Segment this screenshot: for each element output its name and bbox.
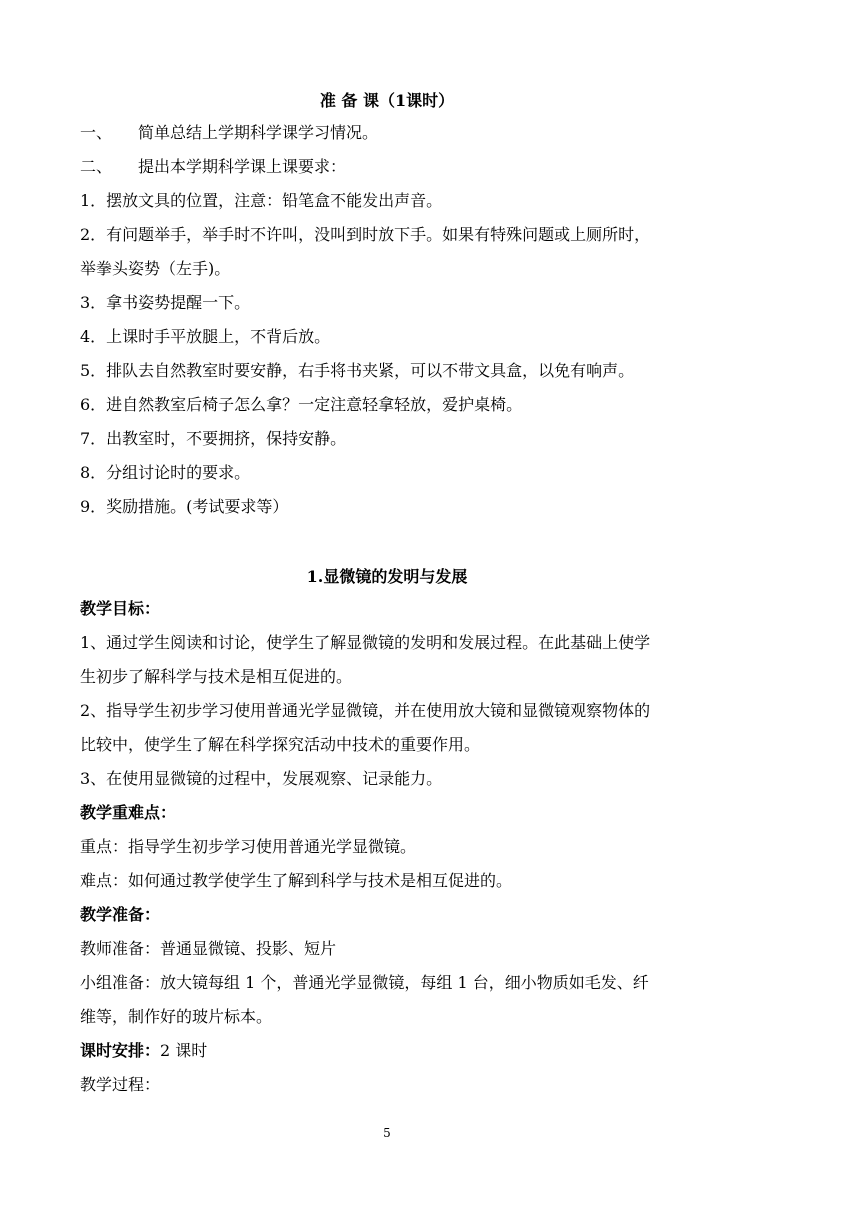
outline-number: 二、 bbox=[80, 157, 113, 176]
page-number: 5 bbox=[383, 1126, 391, 1140]
goal-line: 比较中，使学生了解在科学探究活动中技术的重要作用。 bbox=[80, 735, 481, 754]
goal-line: 生初步了解科学与技术是相互促进的。 bbox=[80, 667, 353, 686]
rule-line: 8．分组讨论时的要求。 bbox=[80, 463, 251, 482]
outline-item-2 bbox=[80, 156, 346, 178]
outline-item-1 bbox=[80, 122, 378, 144]
schedule-value: 2 课时 bbox=[160, 1041, 208, 1060]
schedule-label: 课时安排： bbox=[80, 1041, 161, 1060]
prep-line: 教师准备：普通显微镜、投影、短片 bbox=[80, 939, 337, 958]
key-point-line: 重点：指导学生初步学习使用普通光学显微镜。 bbox=[80, 837, 417, 856]
prep-line: 小组准备：放大镜每组 1 个，普通光学显微镜，每组 1 台，细小物质如毛发、纤 bbox=[80, 973, 649, 992]
rule-line: 2．有问题举手，举手时不许叫，没叫到时放下手。如果有特殊问题或上厕所时， bbox=[80, 225, 651, 244]
lesson-title-microscope: 1.显微镜的发明与发展 bbox=[306, 567, 468, 586]
rule-line: 5．排队去自然教室时要安静，右手将书夹紧，可以不带文具盒，以免有响声。 bbox=[80, 361, 635, 380]
rule-line: 举拳头姿势（左手)。 bbox=[80, 259, 231, 278]
rule-line: 4．上课时手平放腿上，不背后放。 bbox=[80, 327, 331, 346]
rule-line: 6．进自然教室后椅子怎么拿？一定注意轻拿轻放，爱护桌椅。 bbox=[80, 395, 523, 414]
rule-line: 9．奖励措施。(考试要求等） bbox=[80, 497, 289, 516]
schedule-line bbox=[80, 1040, 207, 1062]
outline-number: 一、 bbox=[80, 123, 113, 142]
key-points-heading: 教学重难点： bbox=[80, 803, 177, 822]
prep-heading: 教学准备： bbox=[80, 905, 161, 924]
rule-line: 1．摆放文具的位置，注意：铅笔盒不能发出声音。 bbox=[80, 191, 443, 210]
rule-line: 7．出教室时，不要拥挤，保持安静。 bbox=[80, 429, 347, 448]
goal-line: 3、在使用显微镜的过程中，发展观察、记录能力。 bbox=[80, 769, 443, 788]
process-label: 教学过程： bbox=[80, 1075, 161, 1094]
key-point-line: 难点：如何通过教学使学生了解到科学与技术是相互促进的。 bbox=[80, 871, 513, 890]
outline-text: 简单总结上学期科学课学习情况。 bbox=[138, 123, 379, 142]
prep-line: 维等，制作好的玻片标本。 bbox=[80, 1007, 273, 1026]
goal-line: 2、指导学生初步学习使用普通光学显微镜，并在使用放大镜和显微镜观察物体的 bbox=[80, 701, 651, 720]
rule-line: 3．拿书姿势提醒一下。 bbox=[80, 293, 251, 312]
goal-line: 1、通过学生阅读和讨论，使学生了解显微镜的发明和发展过程。在此基础上使学 bbox=[80, 633, 651, 652]
goals-heading: 教学目标： bbox=[80, 599, 161, 618]
outline-text: 提出本学期科学课上课要求： bbox=[138, 157, 347, 176]
lesson-title-prep: 准 备 课（1课时） bbox=[319, 91, 455, 110]
